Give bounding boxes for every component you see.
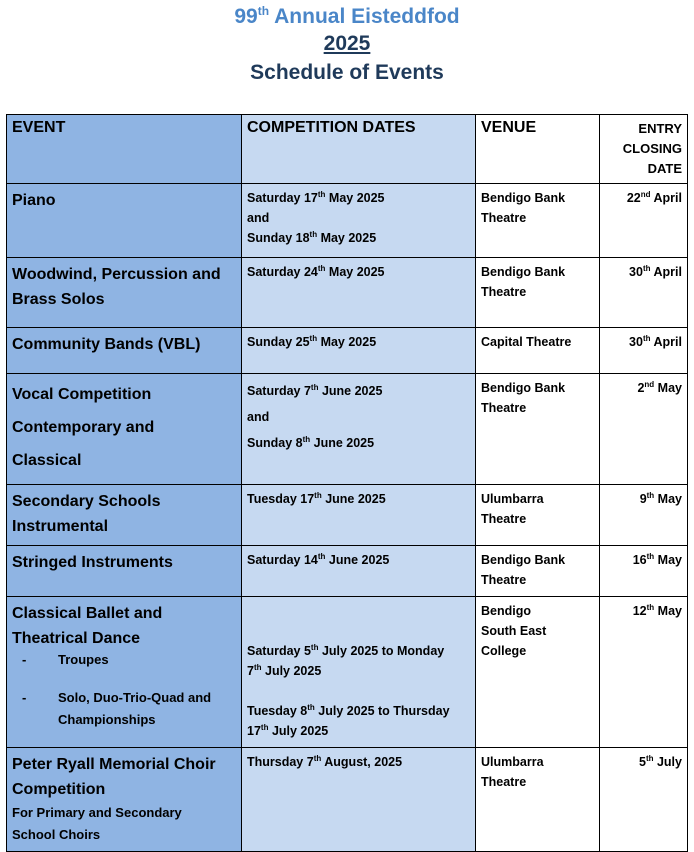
event-cell: Secondary Schools Instrumental (7, 485, 242, 546)
closing-cell: 30th April (600, 328, 688, 374)
event-cell: Classical Ballet and Theatrical Dance - Troupes - Solo, Duo-Trio-Quad and Championships (7, 597, 242, 748)
closing-cell: 16th May (600, 546, 688, 597)
page-header (0, 0, 694, 88)
header-dates: COMPETITION DATES (242, 115, 476, 184)
header-event: EVENT (7, 115, 242, 184)
dates-cell: Saturday 5th July 2025 to Monday 7th July 2025 Tuesday 8th July 2025 to Thursday 17th July 2025 (242, 597, 476, 748)
header-venue: VENUE (476, 115, 600, 184)
closing-cell: 5th July (600, 748, 688, 852)
page-title: 99th Annual Eisteddfod (234, 4, 460, 28)
table-row (7, 328, 688, 374)
schedule-table (6, 114, 688, 852)
table-row (7, 258, 688, 328)
table-row (7, 546, 688, 597)
table-row (7, 184, 688, 258)
page-year: 2025 (323, 32, 371, 55)
event-cell: Community Bands (VBL) (7, 328, 242, 374)
closing-cell: 22nd April (600, 184, 688, 258)
venue-cell: Ulumbarra Theatre (476, 485, 600, 546)
venue-cell: Capital Theatre (476, 328, 600, 374)
table-header-row (7, 115, 688, 184)
closing-cell: 2nd May (600, 374, 688, 485)
event-cell: Peter Ryall Memorial Choir Competition For Primary and Secondary School Choirs (7, 748, 242, 852)
venue-cell: Ulumbarra Theatre (476, 748, 600, 852)
event-cell: Vocal Competition Contemporary and Classical (7, 374, 242, 485)
table-row (7, 374, 688, 485)
venue-cell: Bendigo Bank Theatre (476, 184, 600, 258)
event-cell: Woodwind, Percussion and Brass Solos (7, 258, 242, 328)
closing-cell: 9th May (600, 485, 688, 546)
dates-cell: Tuesday 17th June 2025 (242, 485, 476, 546)
header-closing: ENTRY CLOSING DATE (600, 115, 688, 184)
closing-cell: 30th April (600, 258, 688, 328)
dates-cell: Saturday 7th June 2025 and Sunday 8th June 2025 (242, 374, 476, 485)
venue-cell: Bendigo Bank Theatre (476, 546, 600, 597)
dates-cell: Saturday 17th May 2025 and Sunday 18th May 2025 (242, 184, 476, 258)
page-subtitle: Schedule of Events (250, 61, 444, 84)
dates-cell: Thursday 7th August, 2025 (242, 748, 476, 852)
dates-cell: Saturday 14th June 2025 (242, 546, 476, 597)
table-row (7, 485, 688, 546)
dates-cell: Saturday 24th May 2025 (242, 258, 476, 328)
venue-cell: Bendigo Bank Theatre (476, 258, 600, 328)
dates-cell: Sunday 25th May 2025 (242, 328, 476, 374)
venue-cell: Bendigo South East College (476, 597, 600, 748)
table-row (7, 597, 688, 748)
event-cell: Piano (7, 184, 242, 258)
closing-cell: 12th May (600, 597, 688, 748)
venue-cell: Bendigo Bank Theatre (476, 374, 600, 485)
table-row (7, 748, 688, 852)
event-cell: Stringed Instruments (7, 546, 242, 597)
